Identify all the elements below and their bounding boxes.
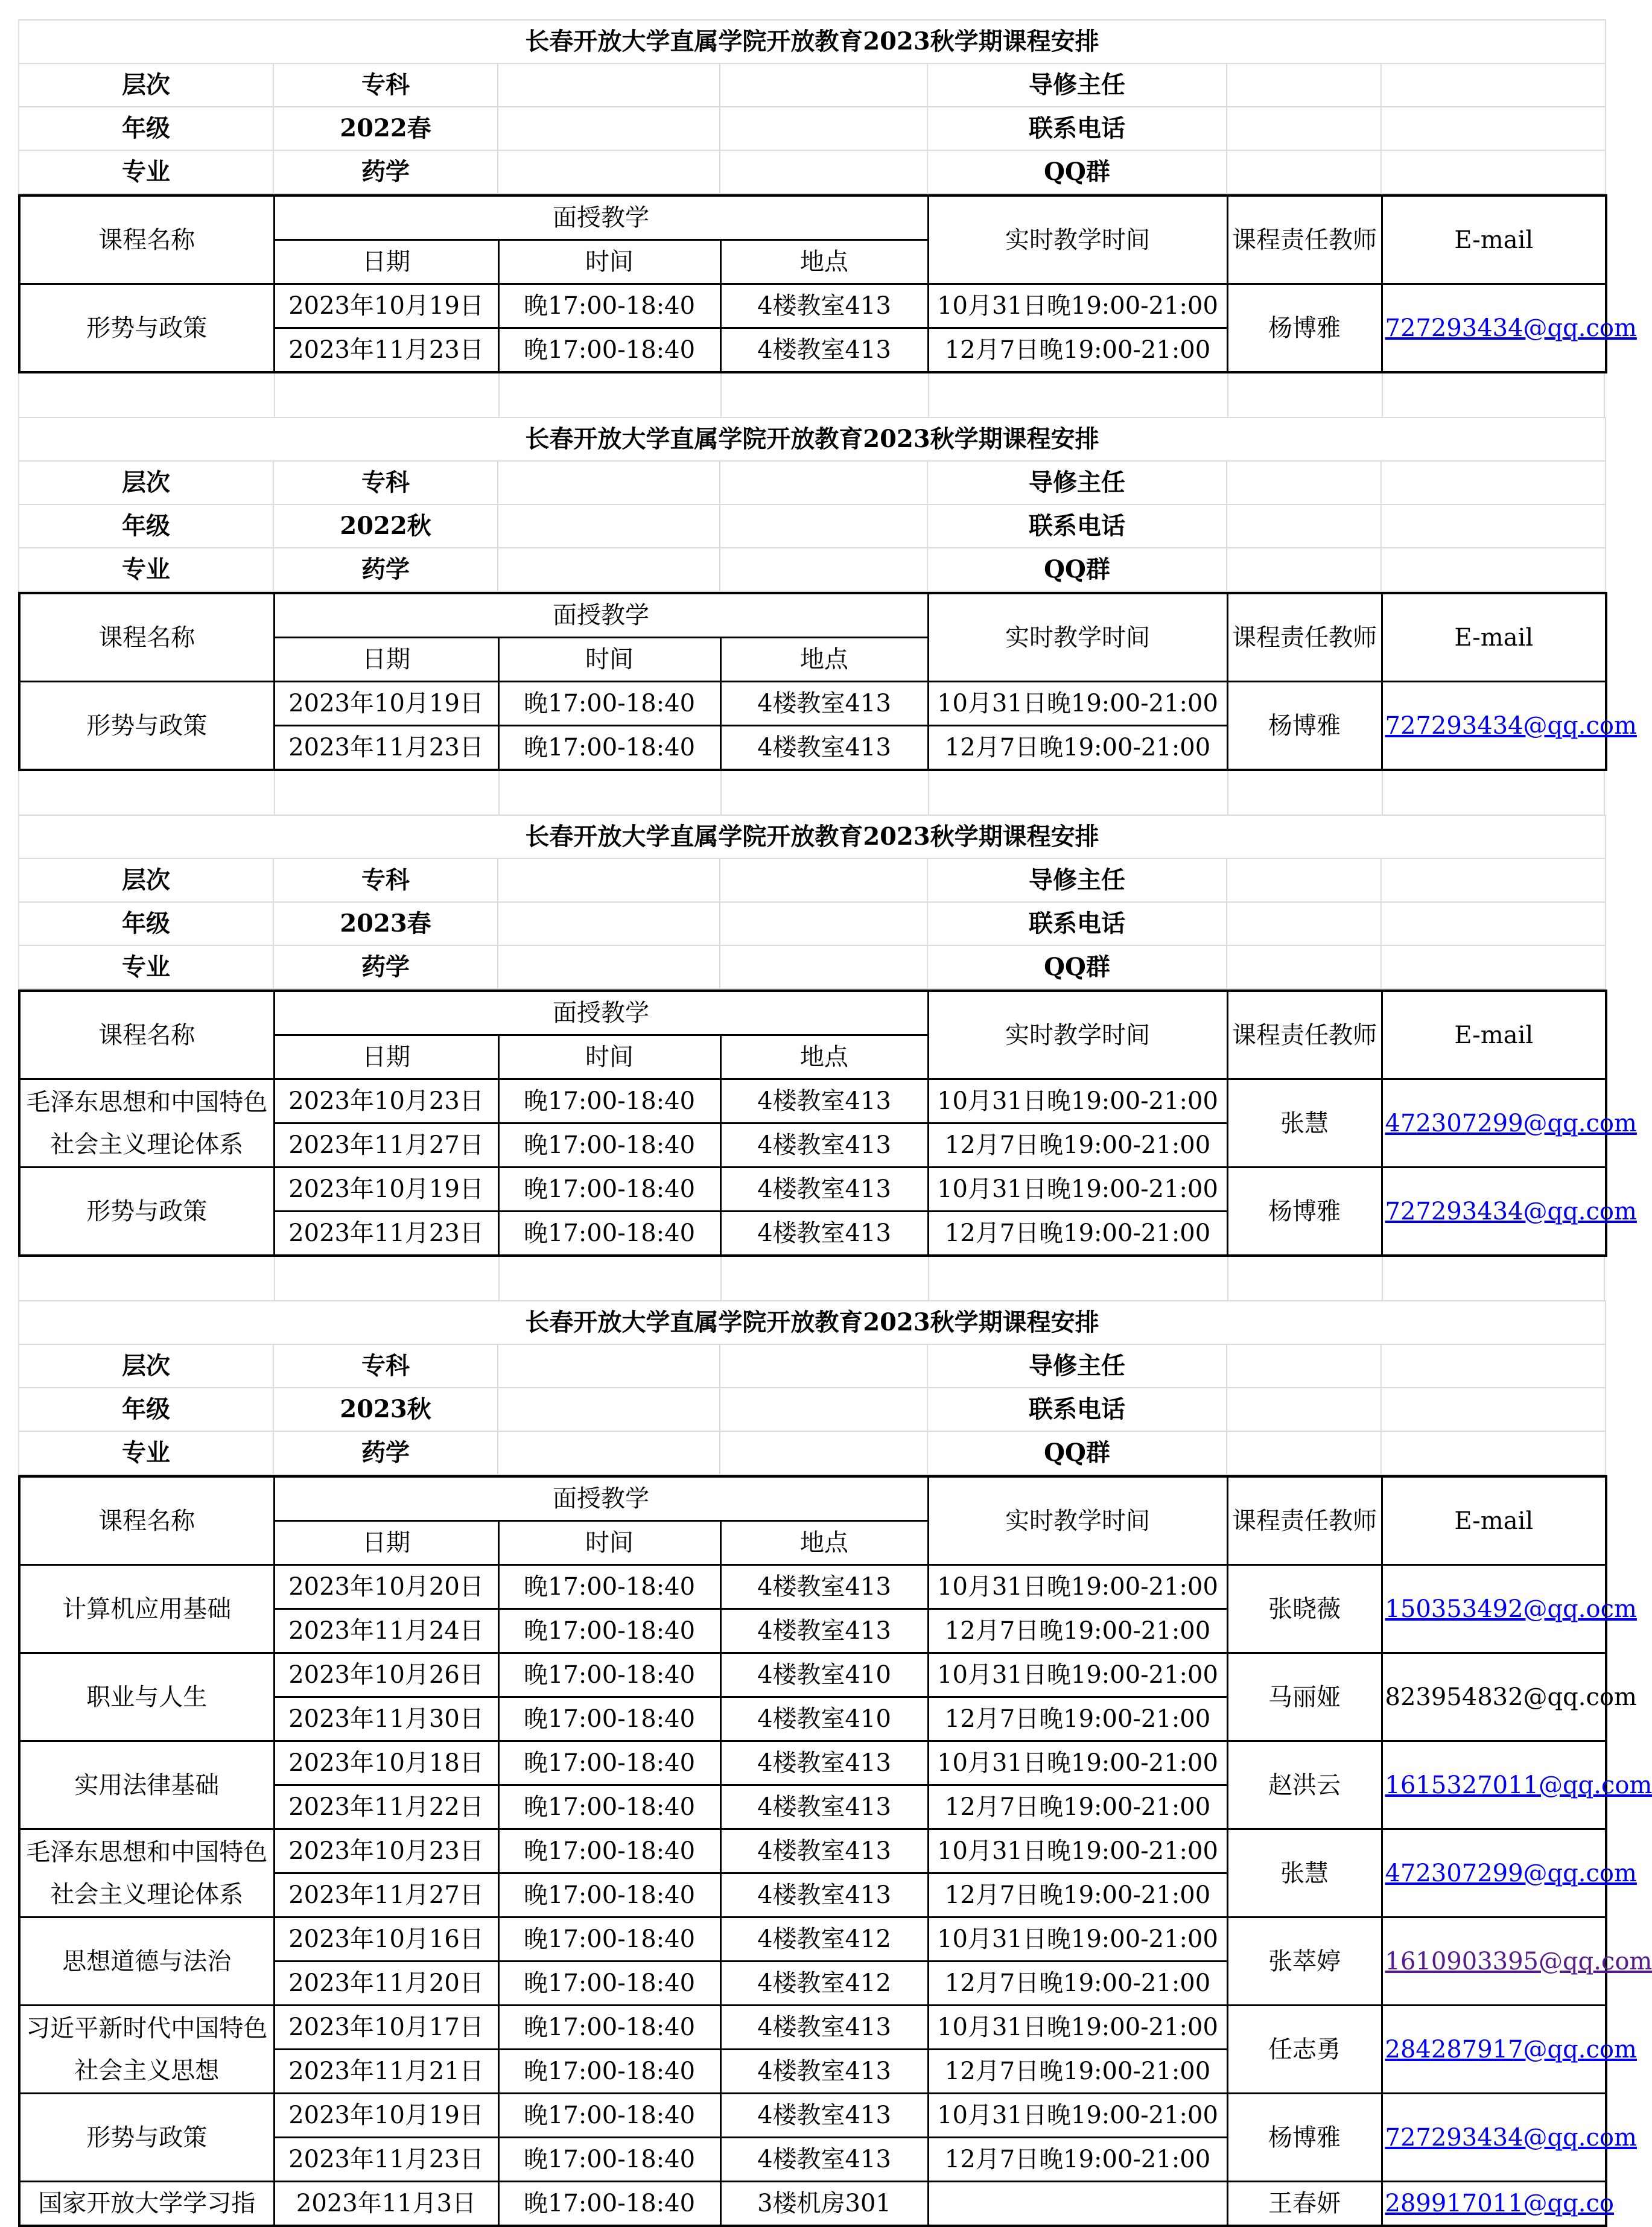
- face-place: 4楼教室412: [720, 1962, 928, 2006]
- live-time: 12月7日晚19:00-21:00: [928, 1873, 1227, 1917]
- qq-label: QQ群: [927, 945, 1227, 989]
- live-time: 10月31日晚19:00-21:00: [928, 2094, 1227, 2138]
- col-header-email: E-mail: [1382, 593, 1606, 682]
- teacher-name: 王春妍: [1227, 2182, 1382, 2226]
- grade-value: 2023秋: [273, 1388, 498, 1431]
- table-row: [19, 1917, 1606, 1962]
- face-place: 4楼教室412: [720, 1917, 928, 1962]
- live-time: 12月7日晚19:00-21:00: [928, 328, 1227, 373]
- teacher-name: 杨博雅: [1227, 284, 1382, 373]
- email-link[interactable]: 472307299@qq.com: [1382, 1079, 1606, 1168]
- face-date: 2023年10月19日: [274, 2094, 498, 2138]
- teacher-name: 张慧: [1227, 1829, 1382, 1917]
- live-time: 12月7日晚19:00-21:00: [928, 726, 1227, 770]
- course-name: 形势与政策: [19, 2094, 274, 2182]
- col-header-teacher: 课程责任教师: [1227, 1476, 1382, 1565]
- face-time: 晚17:00-18:40: [498, 682, 720, 726]
- face-place: 4楼教室413: [720, 1079, 928, 1123]
- email-link[interactable]: 289917011@qq.co: [1382, 2182, 1606, 2226]
- live-time: 12月7日晚19:00-21:00: [928, 1609, 1227, 1653]
- table-row: [19, 284, 1606, 328]
- face-time: 晚17:00-18:40: [498, 328, 720, 373]
- course-name: 计算机应用基础: [19, 1565, 274, 1653]
- face-place: 4楼教室410: [720, 1697, 928, 1741]
- advisor-label: 导修主任: [927, 461, 1227, 504]
- face-place: 4楼教室413: [720, 1609, 928, 1653]
- live-time: 10月31日晚19:00-21:00: [928, 682, 1227, 726]
- col-header-live: 实时教学时间: [928, 593, 1227, 682]
- face-time: 晚17:00-18:40: [498, 2050, 720, 2094]
- spreadsheet: [18, 19, 1652, 2227]
- face-place: 4楼教室413: [720, 1123, 928, 1168]
- phone-label: 联系电话: [927, 504, 1227, 548]
- face-place: 4楼教室413: [720, 284, 928, 328]
- face-time: 晚17:00-18:40: [498, 1697, 720, 1741]
- advisor-label: 导修主任: [927, 1344, 1227, 1388]
- section-header-table: [18, 19, 1606, 194]
- course-name: 毛泽东思想和中国特色社会主义理论体系: [19, 1079, 274, 1168]
- email-link[interactable]: 727293434@qq.com: [1382, 1168, 1606, 1256]
- col-header-teacher: 课程责任教师: [1227, 195, 1382, 284]
- table-row: [19, 1079, 1606, 1123]
- face-time: 晚17:00-18:40: [498, 1917, 720, 1962]
- face-time: 晚17:00-18:40: [498, 2138, 720, 2182]
- col-header-date: 日期: [274, 1521, 498, 1565]
- col-header-date: 日期: [274, 638, 498, 682]
- grade-label: 年级: [19, 504, 273, 548]
- email-link[interactable]: 1615327011@qq.com: [1382, 1741, 1606, 1829]
- level-label: 层次: [19, 1344, 273, 1388]
- table-row: [19, 1168, 1606, 1212]
- section-title: 长春开放大学直属学院开放教育2023秋学期课程安排: [19, 815, 1606, 859]
- live-time: 10月31日晚19:00-21:00: [928, 1565, 1227, 1609]
- schedule-section: [18, 417, 1637, 815]
- face-place: 4楼教室413: [720, 328, 928, 373]
- live-time: 10月31日晚19:00-21:00: [928, 1653, 1227, 1697]
- face-place: 4楼教室413: [720, 682, 928, 726]
- face-date: 2023年11月27日: [274, 1873, 498, 1917]
- col-header-place: 地点: [720, 1035, 928, 1079]
- col-header-place: 地点: [720, 638, 928, 682]
- face-time: 晚17:00-18:40: [498, 1609, 720, 1653]
- face-date: 2023年11月23日: [274, 328, 498, 373]
- face-date: 2023年10月26日: [274, 1653, 498, 1697]
- grade-value: 2022春: [273, 107, 498, 150]
- course-name: 形势与政策: [19, 284, 274, 373]
- live-time: 12月7日晚19:00-21:00: [928, 1785, 1227, 1829]
- teacher-name: 赵洪云: [1227, 1741, 1382, 1829]
- face-time: 晚17:00-18:40: [498, 1829, 720, 1873]
- col-header-course: 课程名称: [19, 991, 274, 1079]
- face-time: 晚17:00-18:40: [498, 1873, 720, 1917]
- schedule-section: [18, 19, 1637, 417]
- face-place: 4楼教室413: [720, 1168, 928, 1212]
- table-row: [19, 1741, 1606, 1785]
- major-label: 专业: [19, 1431, 273, 1475]
- face-time: 晚17:00-18:40: [498, 1565, 720, 1609]
- col-header-teacher: 课程责任教师: [1227, 593, 1382, 682]
- email-link[interactable]: 1610903395@qq.com: [1382, 1917, 1606, 2006]
- advisor-label: 导修主任: [927, 63, 1227, 107]
- table-row: [19, 682, 1606, 726]
- course-table: [18, 592, 1637, 771]
- table-row: [19, 2182, 1606, 2226]
- major-label: 专业: [19, 945, 273, 989]
- face-place: 4楼教室413: [720, 1212, 928, 1256]
- face-date: 2023年11月24日: [274, 1609, 498, 1653]
- grade-label: 年级: [19, 1388, 273, 1431]
- face-time: 晚17:00-18:40: [498, 1123, 720, 1168]
- table-row: [19, 1565, 1606, 1609]
- face-date: 2023年10月20日: [274, 1565, 498, 1609]
- face-place: 4楼教室413: [720, 2006, 928, 2050]
- col-header-live: 实时教学时间: [928, 991, 1227, 1079]
- face-time: 晚17:00-18:40: [498, 726, 720, 770]
- face-date: 2023年10月19日: [274, 682, 498, 726]
- col-header-date: 日期: [274, 240, 498, 284]
- grade-label: 年级: [19, 107, 273, 150]
- course-name: 实用法律基础: [19, 1741, 274, 1829]
- face-date: 2023年10月19日: [274, 284, 498, 328]
- face-place: 4楼教室410: [720, 1653, 928, 1697]
- qq-label: QQ群: [927, 1431, 1227, 1475]
- qq-label: QQ群: [927, 548, 1227, 591]
- grade-label: 年级: [19, 902, 273, 945]
- spacer-row: [18, 373, 1605, 417]
- face-date: 2023年10月23日: [274, 1829, 498, 1873]
- course-table: [18, 990, 1637, 1257]
- section-title: 长春开放大学直属学院开放教育2023秋学期课程安排: [19, 418, 1606, 461]
- major-value: 药学: [273, 150, 498, 194]
- table-row: [19, 1653, 1606, 1697]
- teacher-name: 任志勇: [1227, 2006, 1382, 2094]
- live-time: 12月7日晚19:00-21:00: [928, 1212, 1227, 1256]
- live-time: 10月31日晚19:00-21:00: [928, 284, 1227, 328]
- live-time: 10月31日晚19:00-21:00: [928, 1079, 1227, 1123]
- grade-value: 2023春: [273, 902, 498, 945]
- email-link[interactable]: 472307299@qq.com: [1382, 1829, 1606, 1917]
- col-header-email: E-mail: [1382, 195, 1606, 284]
- course-name: 国家开放大学学习指: [19, 2182, 274, 2226]
- major-label: 专业: [19, 548, 273, 591]
- course-name: 思想道德与法治: [19, 1917, 274, 2006]
- live-time: 10月31日晚19:00-21:00: [928, 2006, 1227, 2050]
- qq-label: QQ群: [927, 150, 1227, 194]
- face-date: 2023年10月23日: [274, 1079, 498, 1123]
- col-header-place: 地点: [720, 240, 928, 284]
- email-link[interactable]: 727293434@qq.com: [1382, 2094, 1606, 2182]
- face-time: 晚17:00-18:40: [498, 284, 720, 328]
- col-header-course: 课程名称: [19, 1476, 274, 1565]
- section-title: 长春开放大学直属学院开放教育2023秋学期课程安排: [19, 20, 1606, 63]
- major-label: 专业: [19, 150, 273, 194]
- level-value: 专科: [273, 63, 498, 107]
- spacer-row: [18, 771, 1605, 815]
- col-header-email: E-mail: [1382, 991, 1606, 1079]
- teacher-name: 杨博雅: [1227, 2094, 1382, 2182]
- col-header-email: E-mail: [1382, 1476, 1606, 1565]
- face-date: 2023年11月22日: [274, 1785, 498, 1829]
- teacher-name: 马丽娅: [1227, 1653, 1382, 1741]
- face-date: 2023年11月20日: [274, 1962, 498, 2006]
- face-date: 2023年11月21日: [274, 2050, 498, 2094]
- face-place: 3楼机房301: [720, 2182, 928, 2226]
- face-time: 晚17:00-18:40: [498, 1653, 720, 1697]
- live-time: 12月7日晚19:00-21:00: [928, 2138, 1227, 2182]
- spacer-row: [18, 1257, 1605, 1300]
- face-date: 2023年10月16日: [274, 1917, 498, 1962]
- face-time: 晚17:00-18:40: [498, 2182, 720, 2226]
- live-time: 10月31日晚19:00-21:00: [928, 1917, 1227, 1962]
- level-label: 层次: [19, 859, 273, 902]
- col-header-live: 实时教学时间: [928, 1476, 1227, 1565]
- teacher-name: 张晓薇: [1227, 1565, 1382, 1653]
- col-header-teacher: 课程责任教师: [1227, 991, 1382, 1079]
- col-header-time: 时间: [498, 1035, 720, 1079]
- table-row: [19, 2006, 1606, 2050]
- face-date: 2023年11月3日: [274, 2182, 498, 2226]
- teacher-name: 张慧: [1227, 1079, 1382, 1168]
- col-header-face: 面授教学: [274, 195, 928, 240]
- major-value: 药学: [273, 548, 498, 591]
- live-time: 10月31日晚19:00-21:00: [928, 1168, 1227, 1212]
- table-row: [19, 1829, 1606, 1873]
- email-link[interactable]: 150353492@qq.ocm: [1382, 1565, 1606, 1653]
- face-date: 2023年10月17日: [274, 2006, 498, 2050]
- face-date: 2023年11月23日: [274, 1212, 498, 1256]
- live-time: 12月7日晚19:00-21:00: [928, 1962, 1227, 2006]
- section-header-table: [18, 1300, 1606, 1475]
- phone-label: 联系电话: [927, 1388, 1227, 1431]
- level-value: 专科: [273, 461, 498, 504]
- face-time: 晚17:00-18:40: [498, 1212, 720, 1256]
- live-time: 12月7日晚19:00-21:00: [928, 2050, 1227, 2094]
- course-name: 习近平新时代中国特色社会主义思想: [19, 2006, 274, 2094]
- face-place: 4楼教室413: [720, 1873, 928, 1917]
- col-header-course: 课程名称: [19, 593, 274, 682]
- face-date: 2023年10月19日: [274, 1168, 498, 1212]
- major-value: 药学: [273, 945, 498, 989]
- col-header-live: 实时教学时间: [928, 195, 1227, 284]
- grade-value: 2022秋: [273, 504, 498, 548]
- email-link[interactable]: 727293434@qq.com: [1382, 284, 1606, 373]
- email-link[interactable]: 284287917@qq.com: [1382, 2006, 1606, 2094]
- course-name: 形势与政策: [19, 1168, 274, 1256]
- col-header-face: 面授教学: [274, 1476, 928, 1521]
- level-value: 专科: [273, 859, 498, 902]
- live-time: [928, 2182, 1227, 2226]
- face-time: 晚17:00-18:40: [498, 1168, 720, 1212]
- phone-label: 联系电话: [927, 107, 1227, 150]
- face-time: 晚17:00-18:40: [498, 1785, 720, 1829]
- face-place: 4楼教室413: [720, 1829, 928, 1873]
- face-place: 4楼教室413: [720, 2050, 928, 2094]
- section-header-table: [18, 815, 1606, 990]
- face-time: 晚17:00-18:40: [498, 2094, 720, 2138]
- teacher-name: 张萃婷: [1227, 1917, 1382, 2006]
- phone-label: 联系电话: [927, 902, 1227, 945]
- face-place: 4楼教室413: [720, 726, 928, 770]
- col-header-face: 面授教学: [274, 593, 928, 638]
- face-time: 晚17:00-18:40: [498, 1741, 720, 1785]
- col-header-course: 课程名称: [19, 195, 274, 284]
- schedule-section: [18, 1300, 1652, 2227]
- col-header-date: 日期: [274, 1035, 498, 1079]
- advisor-label: 导修主任: [927, 859, 1227, 902]
- teacher-name: 杨博雅: [1227, 1168, 1382, 1256]
- face-time: 晚17:00-18:40: [498, 1962, 720, 2006]
- face-date: 2023年11月30日: [274, 1697, 498, 1741]
- teacher-name: 杨博雅: [1227, 682, 1382, 770]
- email-link[interactable]: 727293434@qq.com: [1382, 682, 1606, 770]
- email-link[interactable]: 823954832@qq.com: [1382, 1653, 1606, 1741]
- col-header-face: 面授教学: [274, 991, 928, 1035]
- major-value: 药学: [273, 1431, 498, 1475]
- face-time: 晚17:00-18:40: [498, 2006, 720, 2050]
- face-place: 4楼教室413: [720, 2094, 928, 2138]
- level-value: 专科: [273, 1344, 498, 1388]
- section-title: 长春开放大学直属学院开放教育2023秋学期课程安排: [19, 1301, 1606, 1344]
- table-row: [19, 2094, 1606, 2138]
- face-date: 2023年11月23日: [274, 2138, 498, 2182]
- section-header-table: [18, 417, 1606, 592]
- schedule-section: [18, 815, 1637, 1300]
- face-date: 2023年11月23日: [274, 726, 498, 770]
- level-label: 层次: [19, 461, 273, 504]
- col-header-time: 时间: [498, 1521, 720, 1565]
- level-label: 层次: [19, 63, 273, 107]
- course-table: [18, 1475, 1652, 2227]
- live-time: 12月7日晚19:00-21:00: [928, 1697, 1227, 1741]
- course-name: 毛泽东思想和中国特色社会主义理论体系: [19, 1829, 274, 1917]
- face-place: 4楼教室413: [720, 1785, 928, 1829]
- face-place: 4楼教室413: [720, 2138, 928, 2182]
- col-header-time: 时间: [498, 638, 720, 682]
- col-header-time: 时间: [498, 240, 720, 284]
- face-date: 2023年11月27日: [274, 1123, 498, 1168]
- face-date: 2023年10月18日: [274, 1741, 498, 1785]
- face-place: 4楼教室413: [720, 1741, 928, 1785]
- col-header-place: 地点: [720, 1521, 928, 1565]
- course-name: 形势与政策: [19, 682, 274, 770]
- face-place: 4楼教室413: [720, 1565, 928, 1609]
- course-name: 职业与人生: [19, 1653, 274, 1741]
- face-time: 晚17:00-18:40: [498, 1079, 720, 1123]
- course-table: [18, 194, 1637, 373]
- live-time: 10月31日晚19:00-21:00: [928, 1741, 1227, 1785]
- live-time: 10月31日晚19:00-21:00: [928, 1829, 1227, 1873]
- live-time: 12月7日晚19:00-21:00: [928, 1123, 1227, 1168]
